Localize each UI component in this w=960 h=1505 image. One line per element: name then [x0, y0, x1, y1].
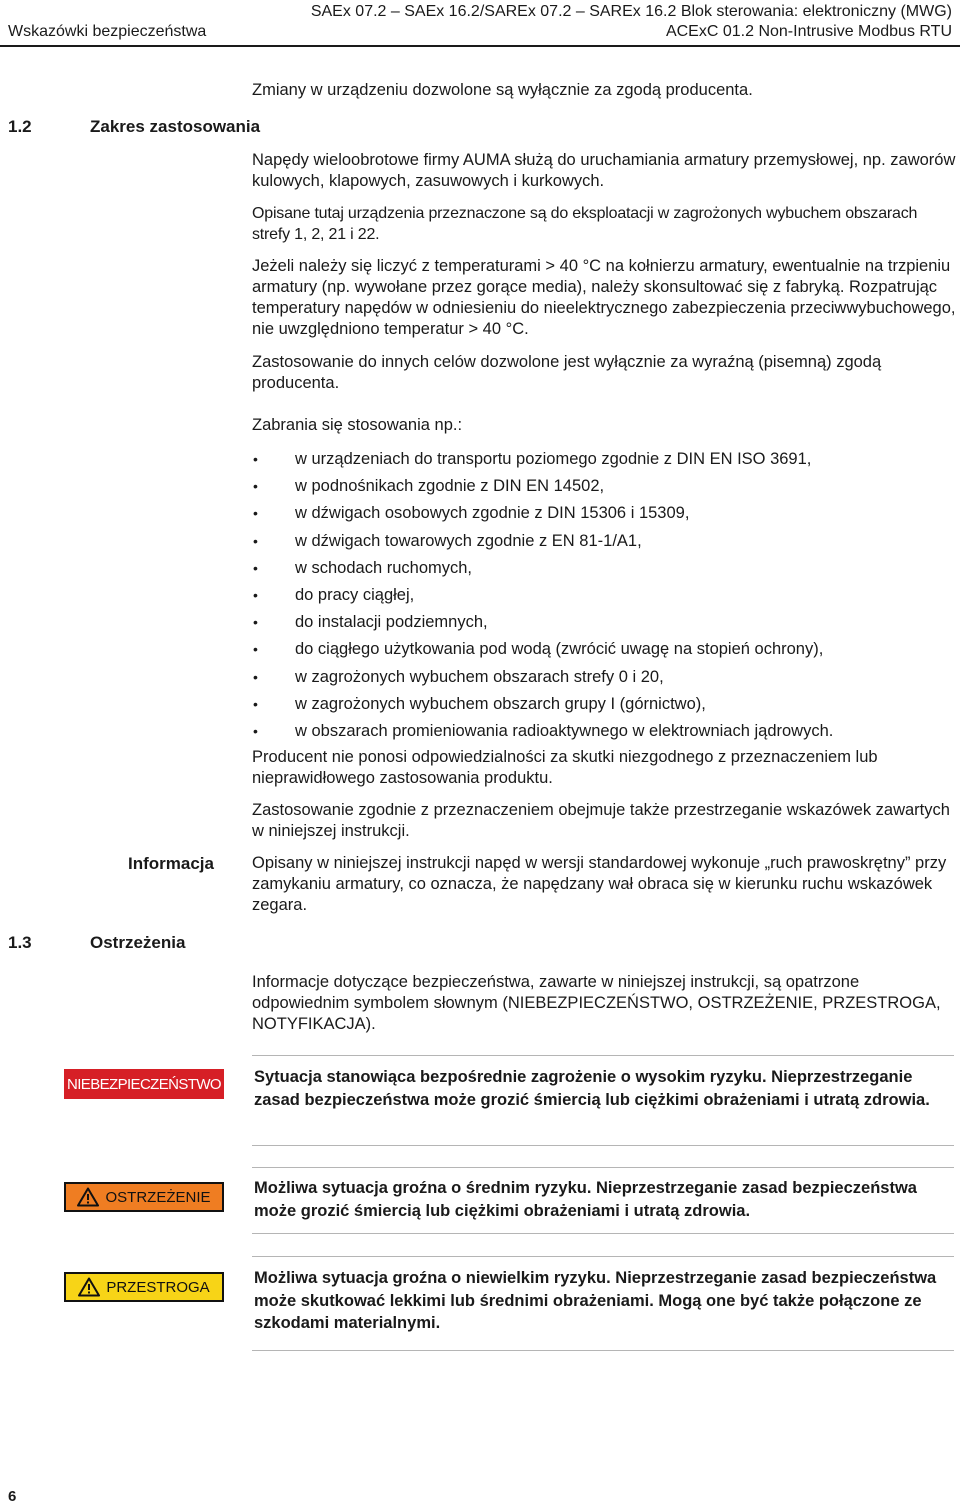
section-1-3-heading: [8, 932, 185, 954]
list-item: • do ciągłego użytkowania pod wodą (zwrócić uwagę na stopień ochrony),: [252, 636, 956, 663]
warning-signal-badge: [64, 1182, 224, 1212]
section-1-2-heading: [8, 116, 260, 138]
danger-signal-word: NIEBEZPIECZEŃSTWO: [67, 1075, 221, 1093]
warning-description: Możliwa sytuacja groźna o średnim ryzyku. Nieprzestrzeganie zasad bezpieczeństwa może grozić śmiercią lub ciężkimi obrażeniami i utratą zdrowia.: [254, 1179, 917, 1220]
warning-triangle-icon: [78, 1277, 100, 1297]
header-doc-title: SAEx 07.2 – SAEx 16.2/SAREx 07.2 – SAREx 16.2 Blok sterowania: elektroniczny (MWG): [310, 3, 952, 20]
section-number: 1.3: [8, 933, 32, 952]
forbidden-intro: Zabrania się stosowania np.:: [252, 416, 463, 434]
header-rule: [0, 45, 960, 47]
warning-bottom-rule: [252, 1233, 954, 1234]
info-text: Opisany w niniejszej instrukcji napęd w wersji standardowej wykonuje „ruch prawoskrętny” przy zamykaniu armatury, co oznacza, że napędzany wał obraca się w kierunku ruchu wskazówek zegara.: [252, 854, 947, 914]
section-title: Zakres zastosowania: [90, 117, 261, 136]
list-item: • w urządzeniach do transportu poziomego zgodnie z DIN EN ISO 3691,: [252, 446, 956, 473]
list-item: • w schodach ruchomych,: [252, 555, 956, 582]
header-section-name: Wskazówki bezpieczeństwa: [8, 23, 207, 40]
caution-signal-word: PRZESTROGA: [106, 1278, 210, 1296]
list-item: • w dźwigach osobowych zgodnie z DIN 15306 i 15309,: [252, 500, 956, 527]
forbidden-list: [252, 446, 956, 745]
list-item: • w podnośnikach zgodnie z DIN EN 14502,: [252, 473, 956, 500]
page-number: 6: [8, 1488, 17, 1505]
caution-description: Możliwa sytuacja groźna o niewielkim ryzyku. Nieprzestrzeganie zasad bezpieczeństwa może skutkować lekkimi lub średnimi obrażeniami. Mogą one być także połączone ze szkodami materialnymi.: [254, 1269, 937, 1332]
paragraph-other-uses: Zastosowanie do innych celów dozwolone jest wyłącznie za wyraźną (pisemną) zgodą producenta.: [252, 353, 882, 392]
warning-top-rule: [252, 1055, 954, 1056]
paragraph-actuators: Napędy wieloobrotowe firmy AUMA służą do uruchamiania armatury przemysłowej, np. zaworów kulowych, klapowych, zasuwowych i kurkowych.: [252, 151, 956, 190]
list-item: • w dźwigach towarowych zgodnie z EN 81-1/A1,: [252, 528, 956, 555]
paragraph-liability: Producent nie ponosi odpowiedzialności za skutki niezgodnego z przeznaczeniem lub nieprawidłowego zastosowania produktu.: [252, 748, 878, 787]
paragraph-temperature: Jeżeli należy się liczyć z temperaturami > 40 °C na kołnierzu armatury, ewentualnie na trzpieniu armatury (np. wywołane przez gorące media), należy skonsultować się z fabryką. Rozpatrując temperatury napędów w odniesieniu do nieelektrycznego zabezpieczenia przeciwwybuchowego, nie uwzględniono temperatur > 40 °C.: [252, 257, 956, 338]
header-product-name: ACExC 01.2 Non-Intrusive Modbus RTU: [665, 23, 952, 40]
section-title: Ostrzeżenia: [90, 933, 186, 952]
caution-signal-badge: [64, 1272, 224, 1302]
section-number: 1.2: [8, 117, 32, 136]
intro-paragraph: Zmiany w urządzeniu dozwolone są wyłącznie za zgodą producenta.: [252, 81, 753, 99]
warning-bottom-rule: [252, 1350, 954, 1351]
list-item: • w zagrożonych wybuchem obszarch grupy I (górnictwo),: [252, 691, 956, 718]
danger-description: Sytuacja stanowiąca bezpośrednie zagrożenie o wysokim ryzyku. Nieprzestrzeganie zasad bezpieczeństwa może grozić śmiercią lub ciężkimi obrażeniami i utratą zdrowia.: [254, 1068, 930, 1109]
list-item: • do instalacji podziemnych,: [252, 609, 956, 636]
paragraph-warnings-intro: Informacje dotyczące bezpieczeństwa, zawarte w niniejszej instrukcji, są opatrzone odpowiednim symbolem słownym (NIEBEZPIECZEŃSTWO, OSTRZEŻENIE, PRZESTROGA, NOTYFIKACJA).: [252, 973, 941, 1033]
paragraph-hazard-zones: Opisane tutaj urządzenia przeznaczone są do eksploatacji w zagrożonych wybuchem obszarach strefy 1, 2, 21 i 22.: [252, 205, 918, 243]
warning-triangle-icon: [77, 1187, 99, 1207]
list-item: • w obszarach promieniowania radioaktywnego w elektrowniach jądrowych.: [252, 718, 956, 745]
danger-signal-badge: [64, 1069, 224, 1099]
warning-top-rule: [252, 1256, 954, 1257]
warning-top-rule: [252, 1167, 954, 1168]
paragraph-intended-use: Zastosowanie zgodnie z przeznaczeniem obejmuje także przestrzeganie wskazówek zawartych w niniejszej instrukcji.: [252, 801, 950, 840]
list-item: • do pracy ciągłej,: [252, 582, 956, 609]
warning-bottom-rule: [252, 1145, 954, 1146]
warning-signal-word: OSTRZEŻENIE: [105, 1188, 211, 1206]
list-item: • w zagrożonych wybuchem obszarach strefy 0 i 20,: [252, 664, 956, 691]
info-label: Informacja: [128, 854, 214, 873]
